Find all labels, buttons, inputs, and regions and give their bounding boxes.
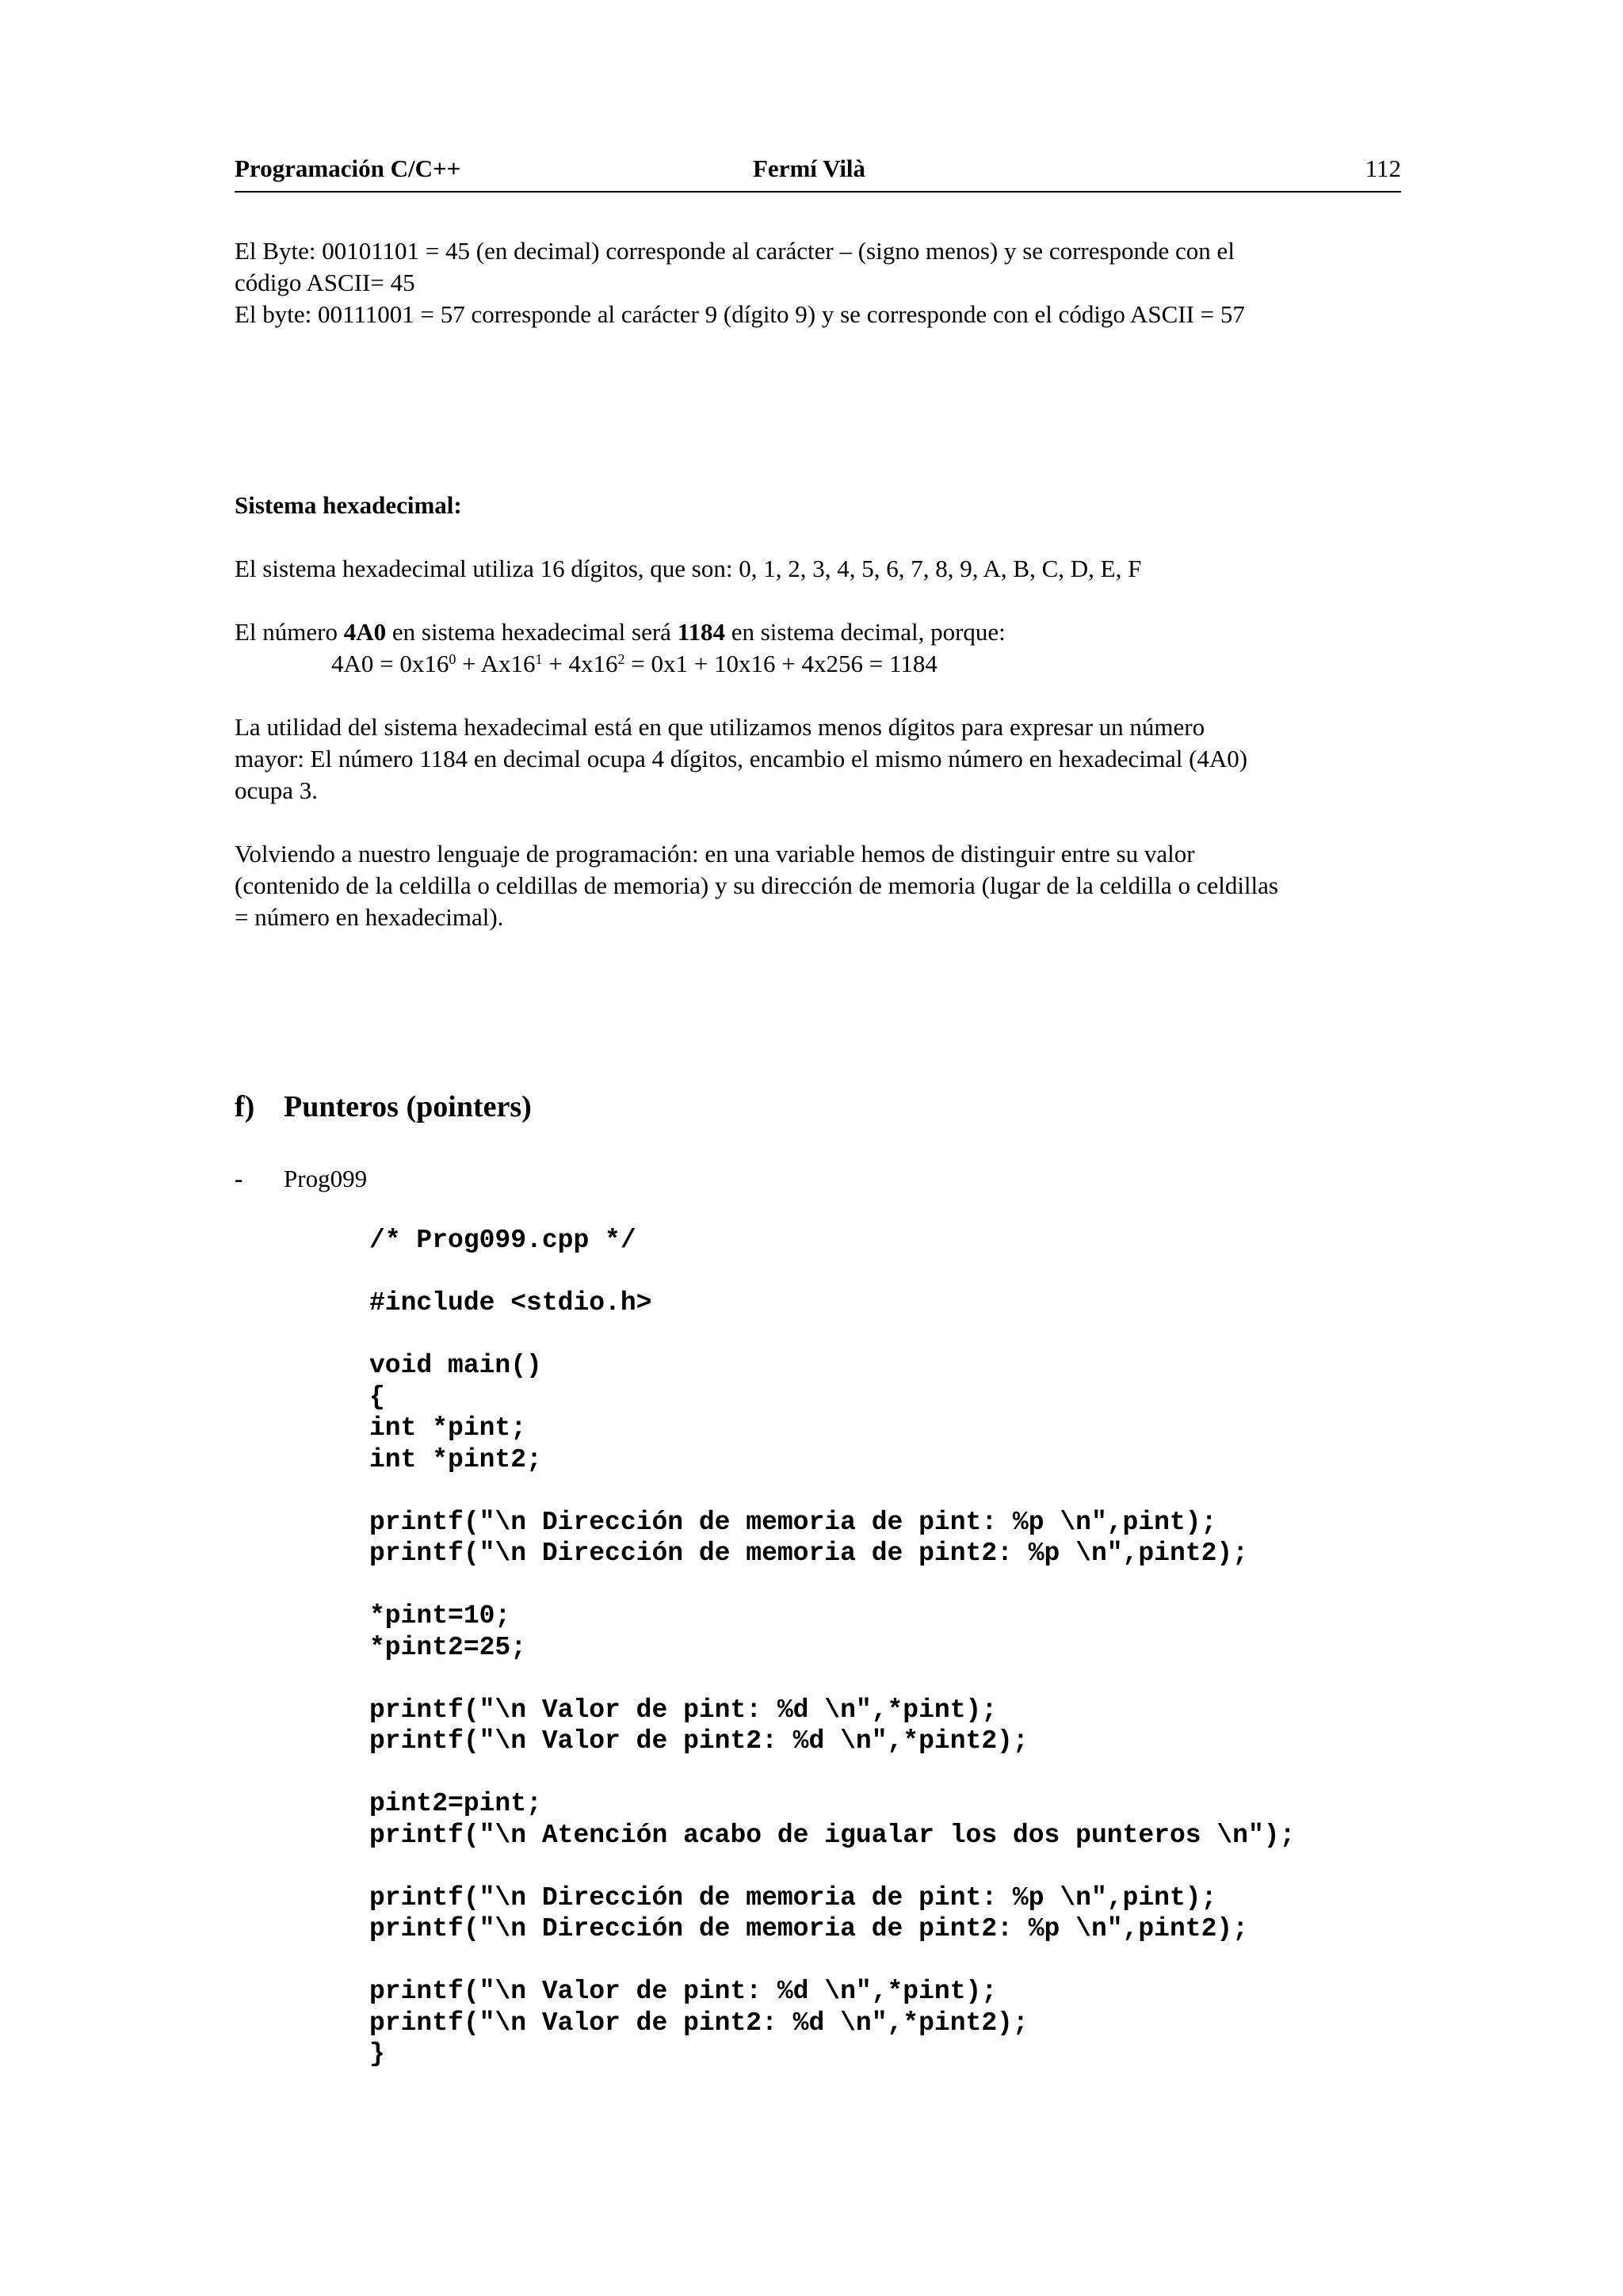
code-line: int *pint; [369,1413,527,1443]
section-title-text: Punteros (pointers) [284,1090,532,1123]
formula-part: + Ax16 [456,650,536,677]
code-line: printf("\n Dirección de memoria de pint: %p \n",pint); [369,1883,1217,1913]
back-line2: (contenido de la celdilla o celdillas de memoria) y su dirección de memoria (lugar de la celdilla o celdillas [235,871,1278,899]
code-line: printf("\n Dirección de memoria de pint: %p \n",pint); [369,1508,1217,1537]
formula-part: = 0x1 + 10x16 + 4x256 = 1184 [624,650,938,677]
hex-digits-line: El sistema hexadecimal utiliza 16 dígitos, que son: 0, 1, 2, 3, 4, 5, 6, 7, 8, 9, A, B, C, D, E, F [235,555,1142,582]
exponent: 0 [449,651,456,667]
header-author: Fermí Vilà [753,154,866,182]
code-line: { [369,1383,385,1412]
code-line: printf("\n Atención acabo de igualar los dos punteros \n"); [369,1821,1296,1850]
hex-number-line [235,616,1407,648]
code-line: printf("\n Valor de pint: %d \n",*pint); [369,1695,998,1725]
code-line: printf("\n Valor de pint: %d \n",*pint); [369,1977,998,2006]
code-line: *pint2=25; [369,1633,527,1662]
utility-line1: La utilidad del sistema hexadecimal está en que utilizamos menos dígitos para expresar un número [235,713,1205,741]
bullet-dash: - [235,1165,243,1192]
text-fragment: en sistema decimal, porque: [724,618,1006,646]
exponent: 1 [535,651,543,667]
header-book-title: Programación C/C++ [235,154,461,182]
text-fragment: El número [235,618,344,646]
code-line: int *pint2; [369,1445,542,1474]
formula-part: 4A0 = 0x16 [331,650,449,677]
section-title [235,1089,532,1124]
back-line3: = número en hexadecimal). [235,903,504,931]
code-line: void main() [369,1351,542,1380]
section-letter: f) [235,1090,255,1123]
hex-formula [331,648,938,680]
code-line: printf("\n Valor de pint2: %d \n",*pint2); [369,1726,1029,1756]
code-line: pint2=pint; [369,1789,542,1818]
decimal-value: 1184 [677,618,725,646]
code-line: #include <stdio.h> [369,1288,652,1318]
code-line: } [369,2039,385,2069]
text-fragment: en sistema hexadecimal será [386,618,678,646]
back-line1: Volviendo a nuestro lenguaje de programación: en una variable hemos de distinguir entre su valor [235,840,1195,868]
program-name: Prog099 [284,1165,368,1192]
code-line: /* Prog099.cpp */ [369,1226,636,1255]
page-number: 112 [1365,154,1401,182]
byte2-line: El byte: 00111001 = 57 corresponde al carácter 9 (dígito 9) y se corresponde con el código ASCII = 57 [235,300,1245,328]
page-header [235,154,1401,193]
byte1-line2: código ASCII= 45 [235,269,415,296]
code-line: printf("\n Dirección de memoria de pint2: %p \n",pint2); [369,1914,1248,1943]
byte1-line1: El Byte: 00101101 = 45 (en decimal) corresponde al carácter – (signo menos) y se corresponde con el [235,237,1235,265]
utility-line2: mayor: El número 1184 en decimal ocupa 4 dígitos, encambio el mismo número en hexadecimal (4A0) [235,745,1248,772]
formula-part: + 4x16 [542,650,618,677]
hex-value: 4A0 [343,618,387,646]
hex-heading: Sistema hexadecimal: [235,491,462,519]
code-line: printf("\n Valor de pint2: %d \n",*pint2); [369,2008,1029,2038]
exponent: 2 [617,651,625,667]
program-list-item [235,1165,367,1193]
code-line: printf("\n Dirección de memoria de pint2: %p \n",pint2); [369,1539,1248,1568]
utility-line3: ocupa 3. [235,776,319,804]
code-line: *pint=10; [369,1601,511,1630]
